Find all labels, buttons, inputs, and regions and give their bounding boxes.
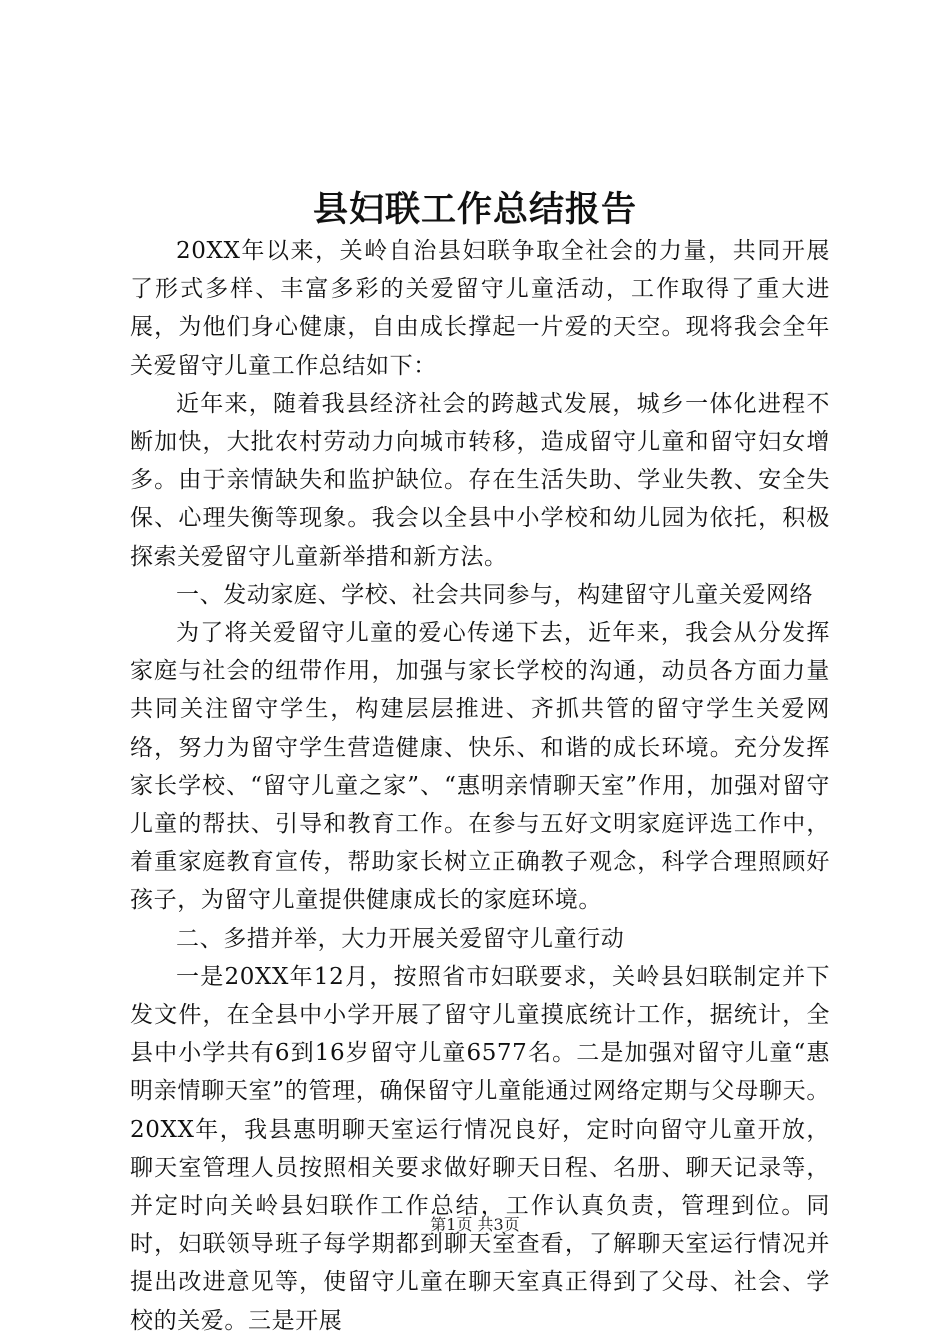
paragraph-intro: 20XX年以来，关岭自治县妇联争取全社会的力量，共同开展了形式多样、丰富多彩的关爱留守儿童活动，工作取得了重大进展，为他们身心健康，自由成长撑起一片爱的天空。现将我会全年关爱留守儿童工作总结如下： xyxy=(130,238,830,379)
section-heading-2: 二、多措并举，大力开展关爱留守儿童行动 xyxy=(176,925,625,952)
page-footer: 第1页 共3页 xyxy=(430,1215,520,1234)
section-heading-1: 一、发动家庭、学校、社会共同参与，构建留守儿童关爱网络 xyxy=(176,581,814,608)
paragraph-section-1: 为了将关爱留守儿童的爱心传递下去，近年来，我会从分发挥家庭与社会的纽带作用，加强与家长学校的沟通，动员各方面力量共同关注留守学生，构建层层推进、齐抓共管的留守学生关爱网络，努力为留守学生营造健康、快乐、和谐的成长环境。充分发挥家长学校、“留守儿童之家”、“惠明亲情聊天室”作用，加强对留守儿童的帮扶、引导和教育工作。在参与五好文明家庭评选工作中，着重家庭教育宣传，帮助家长树立正确教子观念，科学合理照顾好孩子，为留守儿童提供健康成长的家庭环境。 xyxy=(130,620,830,914)
paragraph-background: 近年来，随着我县经济社会的跨越式发展，城乡一体化进程不断加快，大批农村劳动力向城市转移，造成留守儿童和留守妇女增多。由于亲情缺失和监护缺位。存在生活失助、学业失教、安全失保、心理失衡等现象。我会以全县中小学校和幼儿园为依托，积极探索关爱留守儿童新举措和新方法。 xyxy=(130,390,830,570)
document-body xyxy=(130,232,830,1340)
paragraph-section-2: 一是20XX年12月，按照省市妇联要求，关岭县妇联制定并下发文件，在全县中小学开展了留守儿童摸底统计工作，据统计，全县中小学共有6到16岁留守儿童6577名。二是加强对留守儿童“惠明亲情聊天室”的管理，确保留守儿童能通过网络定期与父母聊天。20XX年，我县惠明聊天室运行情况良好，定时向留守儿童开放，聊天室管理人员按照相关要求做好聊天日程、名册、聊天记录等，并定时向关岭县妇联作工作总结，工作认真负责，管理到位。同时，妇联领导班子每学期都到聊天室查看，了解聊天室运行情况并提出改进意见等，使留守儿童在聊天室真正得到了父母、社会、学校的关爱。三是开展 xyxy=(130,963,830,1334)
document-title: 县妇联工作总结报告 xyxy=(312,189,637,230)
